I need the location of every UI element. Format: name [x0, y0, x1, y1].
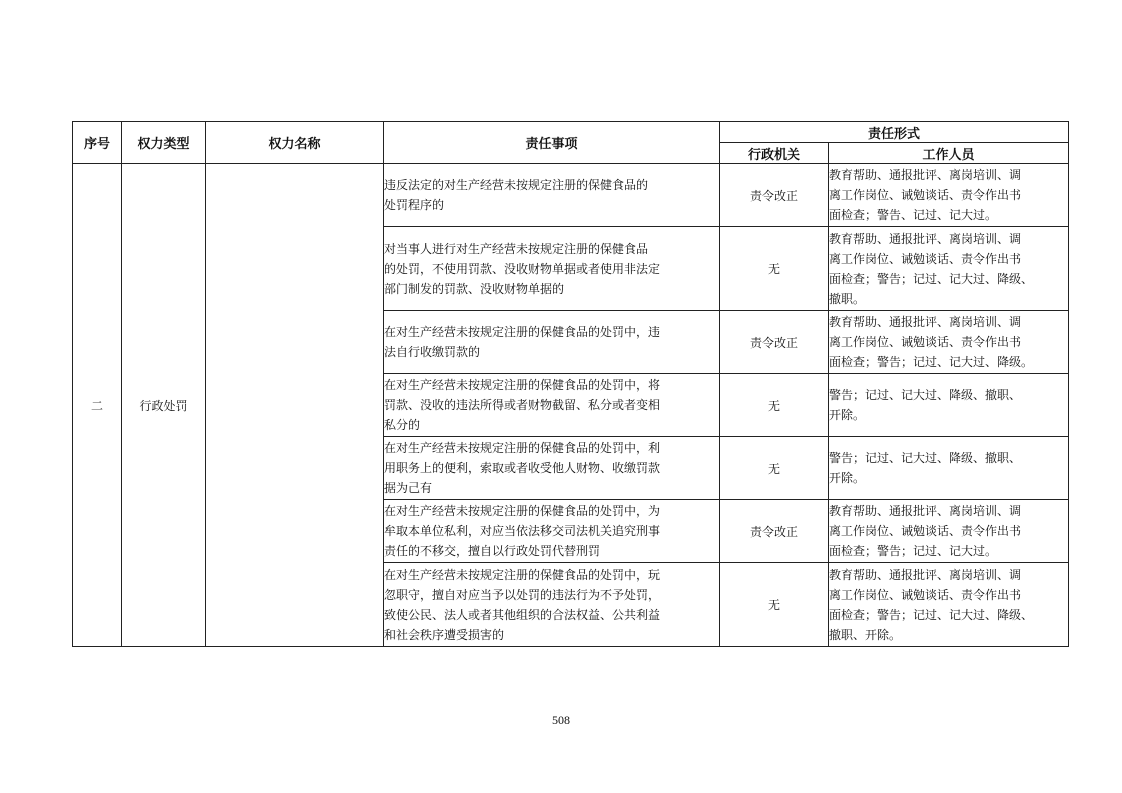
header-agency: 行政机关	[720, 143, 829, 164]
row-agency: 无	[720, 563, 829, 647]
row-agency: 无	[720, 437, 829, 500]
row-staff: 教育帮助、通报批评、离岗培训、调 离工作岗位、诫勉谈话、责令作出书 面检查；警告；记过、记大过、降级。	[829, 311, 1069, 374]
group-power-type: 行政处罚	[122, 164, 206, 647]
table-row	[73, 164, 1069, 227]
row-staff: 教育帮助、通报批评、离岗培训、调 离工作岗位、诫勉谈话、责令作出书 面检查；警告；记过、记大过、降级、 撤职、开除。	[829, 563, 1069, 647]
row-agency: 无	[720, 374, 829, 437]
header-form: 责任形式	[720, 122, 1069, 143]
row-staff: 教育帮助、通报批评、离岗培训、调 离工作岗位、诫勉谈话、责令作出书 面检查；警告；记过、记大过、降级、 撤职。	[829, 227, 1069, 311]
header-matter: 责任事项	[384, 122, 720, 164]
row-agency: 责令改正	[720, 164, 829, 227]
page-number: 508	[552, 713, 570, 727]
group-seq: 二	[73, 164, 122, 647]
row-matter: 在对生产经营未按规定注册的保健食品的处罚中，将 罚款、没收的违法所得或者财物截留、私分或者变相 私分的	[384, 374, 720, 437]
row-staff: 教育帮助、通报批评、离岗培训、调 离工作岗位、诫勉谈话、责令作出书 面检查；警告、记过、记大过。	[829, 164, 1069, 227]
row-matter: 对当事人进行对生产经营未按规定注册的保健食品 的处罚，不使用罚款、没收财物单据或者使用非法定 部门制发的罚款、没收财物单据的	[384, 227, 720, 311]
row-staff: 警告；记过、记大过、降级、撤职、 开除。	[829, 374, 1069, 437]
row-matter: 在对生产经营未按规定注册的保健食品的处罚中，违 法自行收缴罚款的	[384, 311, 720, 374]
header-seq: 序号	[73, 122, 122, 164]
group-power-name	[206, 164, 384, 647]
row-matter: 在对生产经营未按规定注册的保健食品的处罚中，利 用职务上的便利，索取或者收受他人财物、收缴罚款 据为己有	[384, 437, 720, 500]
row-matter: 违反法定的对生产经营未按规定注册的保健食品的 处罚程序的	[384, 164, 720, 227]
row-agency: 责令改正	[720, 500, 829, 563]
row-staff: 教育帮助、通报批评、离岗培训、调 离工作岗位、诫勉谈话、责令作出书 面检查；警告；记过、记大过。	[829, 500, 1069, 563]
row-matter: 在对生产经营未按规定注册的保健食品的处罚中，玩 忽职守，擅自对应当予以处罚的违法行为不予处罚， 致使公民、法人或者其他组织的合法权益、公共利益 和社会秩序遭受损害的	[384, 563, 720, 647]
header-row-top	[73, 122, 1069, 143]
row-matter: 在对生产经营未按规定注册的保健食品的处罚中，为 牟取本单位私利，对应当依法移交司法机关追究刑事 责任的不移交，擅自以行政处罚代替刑罚	[384, 500, 720, 563]
responsibility-table	[72, 121, 1069, 647]
row-agency: 责令改正	[720, 311, 829, 374]
header-power-type: 权力类型	[122, 122, 206, 164]
header-staff: 工作人员	[829, 143, 1069, 164]
row-agency: 无	[720, 227, 829, 311]
row-staff: 警告；记过、记大过、降级、撤职、 开除。	[829, 437, 1069, 500]
header-power-name: 权力名称	[206, 122, 384, 164]
